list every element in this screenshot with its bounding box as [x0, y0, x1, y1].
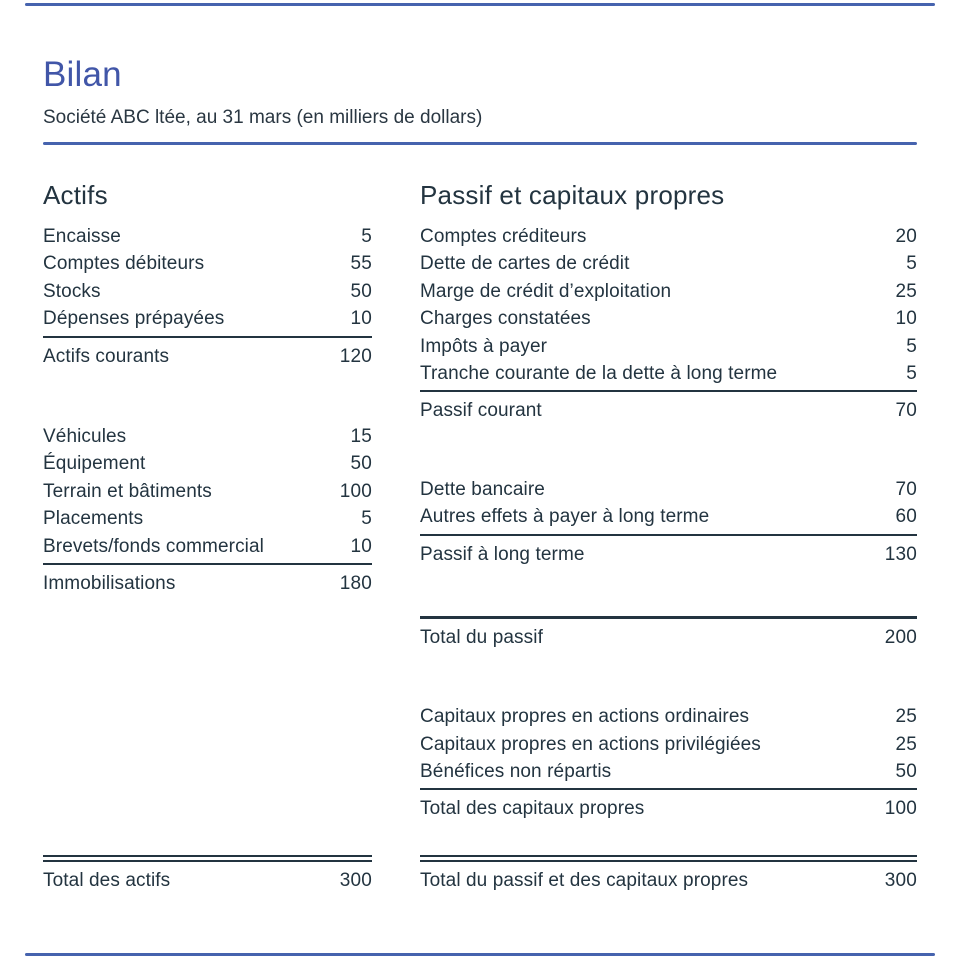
- line-item-label: Marge de crédit d’exploitation: [420, 280, 672, 302]
- liabilities-equity-body: [420, 223, 917, 894]
- line-item-amount: 10: [895, 308, 917, 330]
- total-assets-block: [43, 852, 372, 894]
- line-item-amount: 25: [895, 706, 917, 728]
- page-subtitle: Société ABC ltée, au 31 mars (en milliers de dollars): [43, 107, 483, 128]
- line-item: [420, 305, 917, 332]
- document-header: [43, 55, 917, 145]
- subtotal-row: [420, 624, 917, 651]
- line-item-amount: 10: [350, 535, 372, 557]
- liabilities-equity-column: [420, 180, 917, 894]
- line-item-amount: 100: [339, 480, 372, 502]
- liabilities-equity-heading: Passif et capitaux propres: [420, 180, 725, 210]
- fixed-assets-block: [43, 423, 372, 597]
- line-item: [43, 305, 372, 332]
- total-row: [420, 867, 917, 894]
- total-row-label: Total du passif et des capitaux propres: [420, 869, 749, 891]
- assets-heading: Actifs: [43, 180, 108, 210]
- table-rule-thick: [420, 616, 917, 619]
- line-item: [420, 731, 917, 758]
- line-item-amount: 5: [361, 226, 372, 247]
- top-edge-divider: [25, 3, 935, 6]
- line-item-label: Tranche courante de la dette à long terme: [420, 362, 778, 384]
- page-title: Bilan: [43, 55, 122, 94]
- line-item: [420, 278, 917, 305]
- subtotal-row: [420, 795, 917, 822]
- subtotal-row-amount: 130: [884, 543, 917, 565]
- line-item-label: Charges constatées: [420, 308, 591, 330]
- line-item-label: Comptes débiteurs: [43, 253, 205, 275]
- line-item-label: Comptes créditeurs: [420, 226, 587, 247]
- line-item-label: Brevets/fonds commercial: [43, 535, 264, 557]
- line-item: [43, 533, 372, 560]
- line-item-amount: 50: [895, 761, 917, 783]
- line-item-amount: 5: [361, 508, 372, 530]
- line-item-amount: 50: [350, 280, 372, 302]
- line-item: [43, 505, 372, 532]
- line-item: [43, 423, 372, 450]
- table-rule-thin: [43, 336, 372, 338]
- total-row: [43, 867, 372, 894]
- line-item: [420, 476, 917, 503]
- document-content: [0, 55, 960, 894]
- line-item-label: Stocks: [43, 280, 101, 302]
- header-divider: [43, 142, 917, 145]
- line-item-label: Équipement: [43, 453, 146, 475]
- line-item-label: Autres effets à payer à long terme: [420, 506, 710, 528]
- line-item-amount: 70: [895, 478, 917, 500]
- subtotal-row-label: Passif courant: [420, 400, 542, 422]
- total-liabilities-equity-block: [420, 852, 917, 894]
- subtotal-row: [43, 570, 372, 597]
- line-item: [420, 360, 917, 387]
- total-row-label: Total des actifs: [43, 869, 171, 891]
- total-liabilities-block: [420, 613, 917, 651]
- subtotal-row: [420, 541, 917, 568]
- table-rule-thin: [43, 563, 372, 565]
- subtotal-row-label: Total des capitaux propres: [420, 798, 645, 820]
- line-item-amount: 25: [895, 733, 917, 755]
- balance-columns: [43, 180, 917, 894]
- table-rule-thin: [420, 788, 917, 790]
- line-item: [420, 250, 917, 277]
- subtotal-row-label: Total du passif: [420, 626, 543, 648]
- line-item: [43, 278, 372, 305]
- subtotal-row-amount: 100: [884, 798, 917, 820]
- line-item: [43, 250, 372, 277]
- assets-column: [43, 180, 372, 894]
- table-rule-thin: [420, 390, 917, 392]
- line-item: [43, 450, 372, 477]
- subtotal-row-amount: 180: [339, 572, 372, 594]
- line-item: [43, 478, 372, 505]
- line-item-label: Capitaux propres en actions privilégiées: [420, 733, 761, 755]
- subtotal-row-amount: 70: [895, 400, 917, 422]
- line-item-label: Dette de cartes de crédit: [420, 253, 630, 275]
- table-rule-double: [420, 855, 917, 862]
- line-item-amount: 10: [350, 308, 372, 330]
- current-assets-block: [43, 223, 372, 370]
- line-item: [420, 503, 917, 530]
- line-item-label: Terrain et bâtiments: [43, 480, 212, 502]
- line-item-amount: 5: [906, 253, 917, 275]
- line-item: [420, 703, 917, 730]
- table-rule-thin: [420, 534, 917, 536]
- line-item: [420, 333, 917, 360]
- subtotal-row: [420, 397, 917, 424]
- subtotal-row: [43, 343, 372, 370]
- line-item-label: Bénéfices non répartis: [420, 761, 612, 783]
- subtotal-row-amount: 120: [339, 345, 372, 367]
- current-liabilities-block: [420, 223, 917, 425]
- line-item: [43, 223, 372, 250]
- line-item-label: Capitaux propres en actions ordinaires: [420, 706, 750, 728]
- line-item-amount: 5: [906, 362, 917, 384]
- subtotal-row-amount: 200: [884, 626, 917, 648]
- subtotal-row-label: Passif à long terme: [420, 543, 585, 565]
- line-item-amount: 50: [350, 453, 372, 475]
- line-item: [420, 223, 917, 250]
- line-item: [420, 758, 917, 785]
- bottom-edge-divider: [25, 953, 935, 956]
- line-item-label: Encaisse: [43, 226, 121, 247]
- subtotal-row-label: Immobilisations: [43, 572, 176, 594]
- line-item-amount: 60: [895, 506, 917, 528]
- total-row-amount: 300: [339, 869, 372, 891]
- line-item-label: Véhicules: [43, 425, 127, 447]
- assets-body: [43, 223, 372, 894]
- table-rule-double: [43, 855, 372, 862]
- long-term-liabilities-block: [420, 476, 917, 568]
- equity-block: [420, 703, 917, 823]
- line-item-label: Impôts à payer: [420, 335, 548, 357]
- line-item-label: Dépenses prépayées: [43, 308, 225, 330]
- line-item-label: Dette bancaire: [420, 478, 545, 500]
- subtotal-row-label: Actifs courants: [43, 345, 170, 367]
- total-row-amount: 300: [884, 869, 917, 891]
- line-item-amount: 15: [350, 425, 372, 447]
- line-item-amount: 5: [906, 335, 917, 357]
- line-item-label: Placements: [43, 508, 144, 530]
- line-item-amount: 25: [895, 280, 917, 302]
- line-item-amount: 55: [350, 253, 372, 275]
- line-item-amount: 20: [895, 226, 917, 247]
